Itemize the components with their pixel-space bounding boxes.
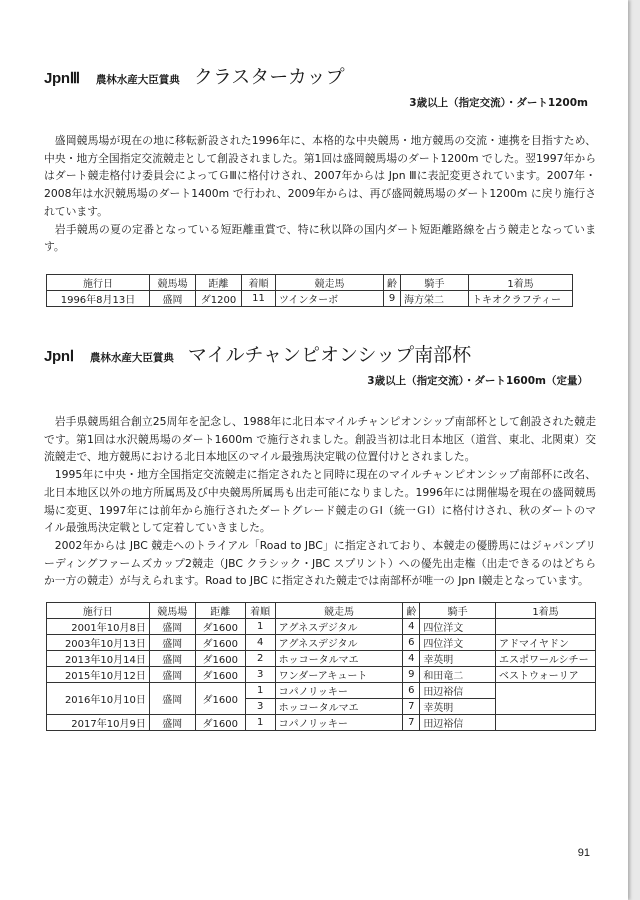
track-cell: 盛岡 — [149, 667, 195, 683]
column-header: 競走馬 — [276, 274, 384, 290]
track-cell: 盛岡 — [149, 651, 195, 667]
paragraph: 1995年に中央・地方全国指定交流競走に指定されたと同時に現在のマイルチャンピオンシップ南部杯に改名、北日本地区以外の地方所属馬及び中央競馬所属馬も出走可能になりました。1996年には開催場を現在の盛岡競馬場に変更、1997年には前年から施行されたダートグレード競走のＧⅠ（統一ＧⅠ）に格付けされ、秋のダートのマイル最強馬決定戦として定着していきました。 — [44, 468, 596, 535]
place-cell: 1 — [245, 619, 275, 635]
age-cell: 9 — [384, 290, 401, 306]
column-header: 齢 — [403, 603, 420, 619]
track-cell: 盛岡 — [149, 619, 195, 635]
track-cell: 盛岡 — [150, 290, 196, 306]
date-cell: 1996年8月13日 — [47, 290, 150, 306]
table-header-row — [47, 274, 573, 290]
race-conditions: 3歳以上（指定交流）・ダート1200m — [409, 97, 588, 109]
jockey-cell: 海方栄二 — [401, 290, 469, 306]
section-heading — [44, 340, 596, 367]
award-label: 農林水産大臣賞典 — [89, 352, 174, 364]
table-row — [47, 667, 596, 683]
jockey-cell: 幸英明 — [420, 699, 496, 715]
paragraph: 盛岡競馬場が現在の地に移転新設された1996年に、本格的な中央競馬・地方競馬の交流・連携を目指すため、中央・地方全国指定交流競走として創設されました。第1回は盛岡競馬場のダート1200m でした。翌1997年からはダート競走格付け委員会によってＧⅢに格付けされ、2007年からは Jpn Ⅲに表記変更されています。2007年・2008年は水沢競馬場のダート1400m で行われ、2009年からは、再び盛岡競馬場のダート1200m に戻り施行されています。 — [44, 134, 596, 218]
table-row — [47, 651, 596, 667]
jockey-cell: 四位洋文 — [420, 635, 496, 651]
table-row — [47, 619, 596, 635]
table-row — [47, 683, 596, 699]
column-header: 施行日 — [47, 274, 150, 290]
race-conditions: 3歳以上（指定交流）・ダート1600m（定量） — [367, 375, 588, 387]
jockey-cell: 四位洋文 — [420, 619, 496, 635]
winner-cell — [496, 715, 596, 731]
date-cell: 2003年10月13日 — [47, 635, 150, 651]
place-cell: 11 — [242, 290, 276, 306]
table-header-row — [47, 603, 596, 619]
column-header: 騎手 — [401, 274, 469, 290]
column-header: 距離 — [196, 274, 242, 290]
race-title: クラスターカップ — [193, 66, 345, 88]
winner-cell: エスポワールシチー — [496, 651, 596, 667]
horse-cell: ホッコータルマエ — [275, 651, 403, 667]
horse-cell: ホッコータルマエ — [275, 699, 403, 715]
results-table — [46, 274, 573, 307]
column-header: 競馬場 — [149, 603, 195, 619]
race-title: マイルチャンピオンシップ南部杯 — [187, 344, 472, 366]
date-cell: 2016年10月10日 — [47, 683, 150, 715]
winner-cell — [496, 683, 596, 715]
award-label: 農林水産大臣賞典 — [95, 74, 180, 86]
column-header: 着順 — [242, 274, 276, 290]
horse-cell: アグネスデジタル — [275, 619, 403, 635]
distance-cell: ダ1600 — [195, 619, 245, 635]
section-mile-championship — [44, 340, 596, 731]
place-cell: 4 — [245, 635, 275, 651]
column-header: 施行日 — [47, 603, 150, 619]
distance-cell: ダ1600 — [195, 667, 245, 683]
age-cell: 4 — [403, 619, 420, 635]
distance-cell: ダ1600 — [195, 683, 245, 715]
table-row — [47, 635, 596, 651]
column-header: 1着馬 — [496, 603, 596, 619]
horse-cell: ワンダーアキュート — [275, 667, 403, 683]
column-header: 距離 — [195, 603, 245, 619]
paragraph: 2002年からは JBC 競走へのトライアル「Road to JBC」に指定されており、本競走の優勝馬にはジャパンブリーディングファームズカップ2競走（JBC クラシック・JBC スプリント）への優先出走権（出走できるのはどちらか一方の競走）が与えられます。Road to JBC に指定された競走では南部杯が唯一の Jpn Ⅰ競走となっています。 — [44, 538, 596, 588]
page-number: 91 — [577, 847, 590, 859]
age-cell: 7 — [403, 699, 420, 715]
distance-cell: ダ1200 — [196, 290, 242, 306]
horse-cell: ツインターボ — [276, 290, 384, 306]
place-cell: 2 — [245, 651, 275, 667]
column-header: 着順 — [245, 603, 275, 619]
horse-cell: コパノリッキー — [275, 715, 403, 731]
column-header: 騎手 — [420, 603, 496, 619]
grade-label: JpnⅢ — [44, 70, 80, 87]
paragraph: 岩手競馬の夏の定番となっている短距離重賞で、特に秋以降の国内ダート短距離路線を占う競走となっています。 — [44, 222, 596, 254]
winner-cell — [496, 619, 596, 635]
place-cell: 1 — [245, 683, 275, 699]
track-cell: 盛岡 — [149, 635, 195, 651]
distance-cell: ダ1600 — [195, 635, 245, 651]
table-row — [47, 290, 573, 306]
description — [44, 132, 596, 256]
age-cell: 9 — [403, 667, 420, 683]
date-cell: 2017年10月9日 — [47, 715, 150, 731]
jockey-cell: 和田竜二 — [420, 667, 496, 683]
place-cell: 3 — [245, 699, 275, 715]
section-cluster-cup — [44, 62, 596, 307]
winner-cell: トキオクラフティー — [469, 290, 573, 306]
paragraph: 岩手県競馬組合創立25周年を記念し、1988年に北日本マイルチャンピオンシップ南部杯として創設された競走です。第1回は水沢競馬場のダート1600m で施行されました。創設当初は北日本地区（道営、東北、北関東）交流競走で、地方競馬における北日本地区のマイル最強馬決定戦の位置付けとされました。 — [44, 415, 596, 464]
column-header: 競走馬 — [275, 603, 403, 619]
place-cell: 3 — [245, 667, 275, 683]
age-cell: 6 — [403, 635, 420, 651]
winner-cell: ベストウォーリア — [496, 667, 596, 683]
section-heading — [44, 62, 596, 89]
age-cell: 7 — [403, 715, 420, 731]
track-cell: 盛岡 — [149, 715, 195, 731]
jockey-cell: 田辺裕信 — [420, 715, 496, 731]
table-row — [47, 715, 596, 731]
date-cell: 2001年10月8日 — [47, 619, 150, 635]
column-header: 齢 — [384, 274, 401, 290]
distance-cell: ダ1600 — [195, 715, 245, 731]
age-cell: 4 — [403, 651, 420, 667]
horse-cell: コパノリッキー — [275, 683, 403, 699]
grade-label: JpnⅠ — [44, 348, 74, 365]
column-header: 競馬場 — [150, 274, 196, 290]
date-cell: 2015年10月12日 — [47, 667, 150, 683]
date-cell: 2013年10月14日 — [47, 651, 150, 667]
place-cell: 1 — [245, 715, 275, 731]
column-header: 1着馬 — [469, 274, 573, 290]
distance-cell: ダ1600 — [195, 651, 245, 667]
description — [44, 413, 596, 590]
results-table — [46, 602, 596, 731]
jockey-cell: 田辺裕信 — [420, 683, 496, 699]
winner-cell: アドマイヤドン — [496, 635, 596, 651]
age-cell: 6 — [403, 683, 420, 699]
track-cell: 盛岡 — [149, 683, 195, 715]
horse-cell: アグネスデジタル — [275, 635, 403, 651]
jockey-cell: 幸英明 — [420, 651, 496, 667]
